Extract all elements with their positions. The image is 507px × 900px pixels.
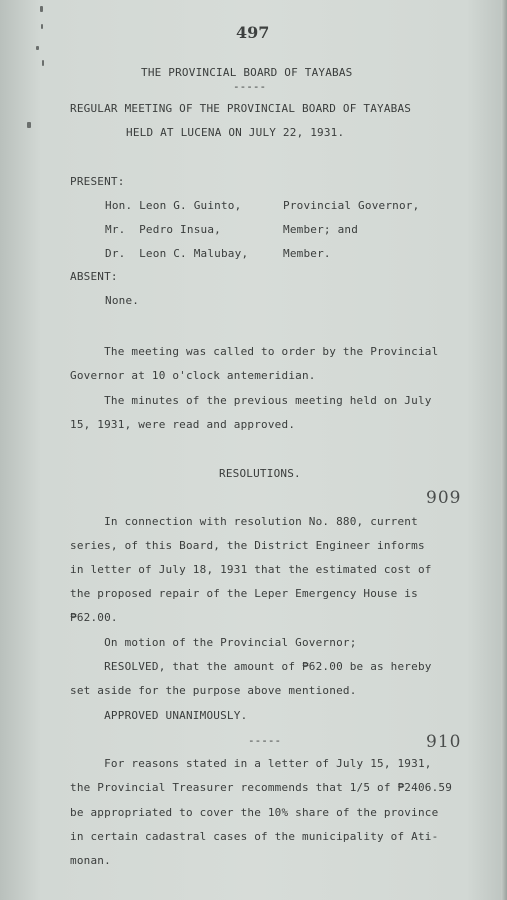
resolution-number: 910 bbox=[426, 732, 462, 752]
absent-label: ABSENT: bbox=[70, 270, 118, 283]
binding-mark bbox=[36, 46, 39, 50]
board-title: THE PROVINCIAL BOARD OF TAYABAS bbox=[141, 66, 353, 79]
minutes-paragraph-line: The minutes of the previous meeting held on July bbox=[70, 394, 432, 407]
present-member-role: Provincial Governor, bbox=[283, 199, 420, 212]
resolution-text-line: the proposed repair of the Leper Emergency House is bbox=[70, 587, 418, 600]
present-label: PRESENT: bbox=[70, 175, 125, 188]
absent-value: None. bbox=[105, 294, 140, 307]
resolution-text-line: In connection with resolution No. 880, current bbox=[70, 515, 418, 528]
page-edge bbox=[501, 0, 507, 900]
resolution-text-line: in certain cadastral cases of the municipality of Ati- bbox=[70, 830, 439, 843]
resolved-line: RESOLVED, that the amount of ₱62.00 be as hereby bbox=[70, 660, 432, 673]
present-member-role: Member. bbox=[283, 247, 331, 260]
resolution-text-line: the Provincial Treasurer recommends that 1/5 of ₱2406.59 bbox=[70, 781, 453, 794]
present-member-role: Member; and bbox=[283, 223, 359, 236]
resolution-text-line: series, of this Board, the District Engineer informs bbox=[70, 539, 425, 552]
resolved-line: set aside for the purpose above mentioned. bbox=[70, 684, 357, 697]
opening-paragraph-line: Governor at 10 o'clock antemeridian. bbox=[70, 369, 316, 382]
resolution-text-line: monan. bbox=[70, 854, 111, 867]
minutes-paragraph-line: 15, 1931, were read and approved. bbox=[70, 418, 296, 431]
meeting-title-line1: REGULAR MEETING OF THE PROVINCIAL BOARD OF TAYABAS bbox=[70, 102, 412, 115]
present-member-name: Hon. Leon G. Guinto, bbox=[105, 199, 242, 212]
approved-line: APPROVED UNANIMOUSLY. bbox=[70, 709, 248, 722]
binding-mark bbox=[40, 6, 43, 12]
binding-mark bbox=[41, 24, 43, 29]
opening-paragraph-line: The meeting was called to order by the Provincial bbox=[70, 345, 439, 358]
meeting-title-line2: HELD AT LUCENA ON JULY 22, 1931. bbox=[126, 126, 345, 139]
resolution-number: 909 bbox=[426, 488, 462, 508]
resolution-text-line: be appropriated to cover the 10% share of the province bbox=[70, 806, 439, 819]
motion-line: On motion of the Provincial Governor; bbox=[70, 636, 357, 649]
present-member-name: Mr. Pedro Insua, bbox=[105, 223, 221, 236]
binding-mark bbox=[27, 122, 31, 128]
resolution-text-line: ₱62.00. bbox=[70, 611, 118, 624]
header-rule: ----- bbox=[233, 80, 267, 93]
page-number: 497 bbox=[236, 23, 270, 42]
resolution-text-line: For reasons stated in a letter of July 15, 1931, bbox=[70, 757, 432, 770]
resolution-text-line: in letter of July 18, 1931 that the estimated cost of bbox=[70, 563, 432, 576]
binding-mark bbox=[42, 60, 44, 66]
present-member-name: Dr. Leon C. Malubay, bbox=[105, 247, 249, 260]
resolutions-heading: RESOLUTIONS. bbox=[219, 467, 301, 480]
section-rule: ----- bbox=[248, 734, 282, 747]
